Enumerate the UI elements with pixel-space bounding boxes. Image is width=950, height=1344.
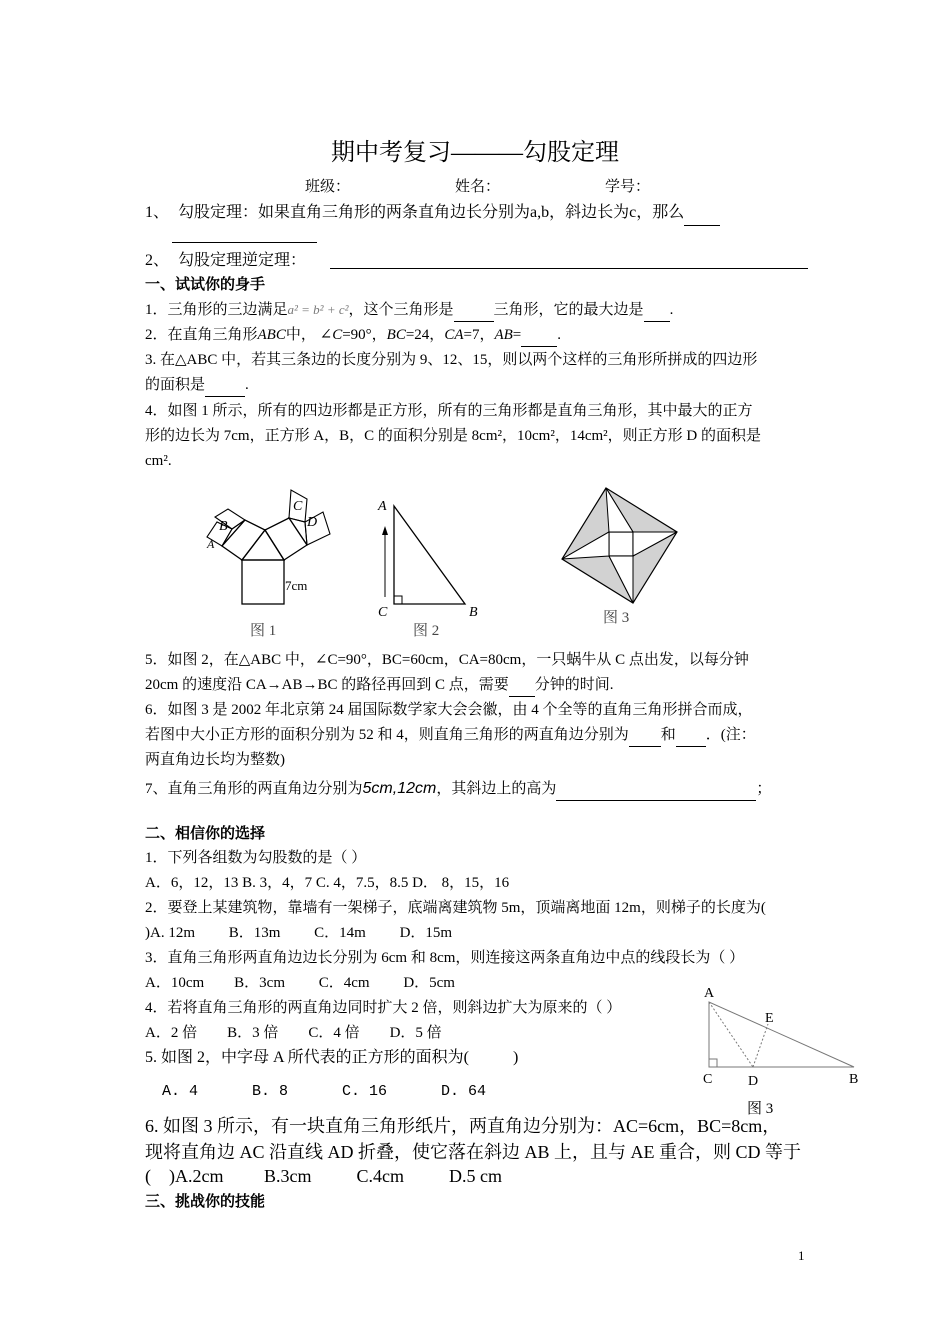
theorem2-blank[interactable] xyxy=(330,268,808,269)
fig1-label-d: D xyxy=(307,515,318,530)
s1-q4-line1: 4．如图 1 所示，所有的四边形都是正方形，所有的三角形都是直角三角形，其中最大的正方 xyxy=(145,403,753,419)
fold-label-b: B xyxy=(849,1072,859,1087)
figure-1 xyxy=(195,482,345,642)
s1-q5-line1: 5．如图 2，在△ABC 中，∠C=90°，BC=60cm，CA=80cm，一只蜗牛从 C 点出发，以每分钟 xyxy=(145,652,749,668)
fig1-triangle-main xyxy=(242,530,284,560)
page-title: 期中考复习———勾股定理 xyxy=(331,140,619,166)
s1-q1-formula: a² = b² + c² xyxy=(287,302,349,317)
fig1-label-c: C xyxy=(293,499,303,514)
page-number: 1 xyxy=(798,1248,805,1263)
fig2-triangle xyxy=(394,506,465,604)
section1-heading: 一、试试你的身手 xyxy=(145,277,266,293)
fig2-label-c: C xyxy=(378,605,388,620)
fig2-caption: 图 2 xyxy=(413,623,440,639)
s2-q6-line1: 6. 如图 3 所示，有一块直角三角形纸片，两直角边分别为：AC=6cm，BC=8cm， xyxy=(145,1116,781,1136)
fold-label-e: E xyxy=(765,1011,774,1026)
s1-q6-line3: 两直角边长均为整数) xyxy=(145,752,285,768)
figure-fold-triangle xyxy=(700,982,870,1122)
theorem2-text: 勾股定理逆定理： xyxy=(178,252,307,269)
s2-q5-line2: A. 4 B. 8 C. 16 D. 64 xyxy=(162,1083,487,1100)
s1-q7-blank[interactable] xyxy=(556,782,756,801)
s1-q7-values: 5cm,12cm xyxy=(362,780,437,797)
fold-line-de xyxy=(753,1024,768,1067)
s1-q2: 2．在直角三角形ABC中， ∠C=90°，BC=24，CA=7，AB= . xyxy=(145,323,561,347)
s1-q6-line2: 若图中大小正方形的面积分别为 52 和 4，则直角三角形的两直角边分别为 和 ．(注： xyxy=(145,723,756,747)
fig1-label-b: B xyxy=(219,519,228,534)
fig1-caption: 图 1 xyxy=(250,623,277,639)
theorem1-blank-b[interactable] xyxy=(172,242,317,243)
class-field-label: 班级： xyxy=(305,179,351,195)
section2-heading: 二、相信你的选择 xyxy=(145,826,266,842)
s1-q6-blank-b[interactable] xyxy=(676,728,706,747)
s1-q3-line2: 的面积是 . xyxy=(145,373,249,397)
s2-q6-line3: ( )A.2cm B.3cm C.4cm D.5 cm xyxy=(145,1166,502,1186)
name-field-label: 姓名： xyxy=(455,179,501,195)
fold-label-c: C xyxy=(703,1072,713,1087)
fig2-label-a: A xyxy=(378,499,387,514)
figure-3 xyxy=(555,484,685,634)
s2-q5-line1: 5. 如图 2，中字母 A 所代表的正方形的面积为( ) xyxy=(145,1049,519,1066)
fig1-right-square xyxy=(265,518,307,560)
fig2-label-b: B xyxy=(469,605,478,620)
fig1-large-square xyxy=(242,560,284,604)
theorem1-number: 1、 xyxy=(145,204,170,221)
s2-q3-line1: 3．直角三角形两直角边边长分别为 6cm 和 8cm，则连接这两条直角边中点的线段长为（ ） xyxy=(145,950,745,966)
fold-label-a: A xyxy=(704,986,715,1001)
theorem1-text: 勾股定理：如果直角三角形的两条直角边长分别为a,b，斜边长为c，那么 xyxy=(178,200,720,226)
s1-q2-blank[interactable] xyxy=(521,328,557,347)
s1-q4-line3: cm². xyxy=(145,453,172,469)
s2-q2-line1: 2．要登上某建筑物，靠墙有一架梯子，底端离建筑物 5m，顶端离地面 12m，则梯子的长度为( xyxy=(145,900,766,916)
fig1-side-label: 7cm xyxy=(285,578,308,593)
fold-caption: 图 3 xyxy=(747,1101,774,1117)
s1-q3-line1: 3. 在△ABC 中，若其三条边的长度分别为 9、12、15，则以两个这样的三角形所拼成的四边形 xyxy=(145,352,758,368)
s1-q1-blank-side[interactable] xyxy=(644,303,670,322)
fold-label-d: D xyxy=(748,1074,759,1089)
s1-q5-line2: 20cm 的速度沿 CA→AB→BC 的路径再回到 C 点，需要 分钟的时间. xyxy=(145,673,614,697)
s2-q4-line2: A．2 倍 B．3 倍 C．4 倍 D．5 倍 xyxy=(145,1025,442,1041)
s1-q7: 7、直角三角形的两直角边分别为5cm,12cm，其斜边上的高为 ； xyxy=(145,777,771,801)
s2-q6-line2: 现将直角边 AC 沿直线 AD 折叠，使它落在斜边 AB 上，且与 AE 重合，则 CD 等于 xyxy=(145,1142,802,1162)
fig3-caption: 图 3 xyxy=(603,610,630,626)
s1-q6-blank-a[interactable] xyxy=(629,728,661,747)
s1-q4-line2: 形的边长为 7cm，正方形 A，B，C 的面积分别是 8cm²，10cm²，14cm²，则正方形 D 的面积是 xyxy=(145,428,761,444)
fold-triangle xyxy=(709,1002,854,1067)
s1-q6-line1: 6．如图 3 是 2002 年北京第 24 届国际数学家大会会徽，由 4 个全等的直角三角形拼合而成， xyxy=(145,702,753,718)
section3-heading: 三、挑战你的技能 xyxy=(145,1194,266,1210)
s2-q3-line2: A．10cm B．3cm C．4cm D．5cm xyxy=(145,975,455,991)
s2-q1-stem: 1．下列各组数为勾股数的是（ ） xyxy=(145,850,367,866)
s1-q1-blank-type[interactable] xyxy=(454,303,494,322)
s2-q2-line2: )A. 12m B．13m C．14m D．15m xyxy=(145,925,453,941)
s1-q3-blank[interactable] xyxy=(205,378,245,397)
s2-q1-options: A．6，12，13 B. 3，4，7 C. 4，7.5，8.5 D． 8，15，16 xyxy=(145,875,510,891)
theorem2-number: 2、 xyxy=(145,252,170,269)
theorem1-blank-a[interactable] xyxy=(684,207,720,226)
s2-q4-line1: 4．若将直角三角形的两直角边同时扩大 2 倍，则斜边扩大为原来的（ ） xyxy=(145,1000,622,1016)
s1-q1: 1．三角形的三边满足a² = b² + c²，这个三角形是 三角形，它的最大边是 . xyxy=(145,298,673,322)
figure-2 xyxy=(370,492,490,642)
s1-q5-blank[interactable] xyxy=(509,678,535,697)
fig3-inner-square xyxy=(609,532,633,556)
id-field-label: 学号： xyxy=(605,179,651,195)
fig1-label-a: A xyxy=(207,537,215,551)
